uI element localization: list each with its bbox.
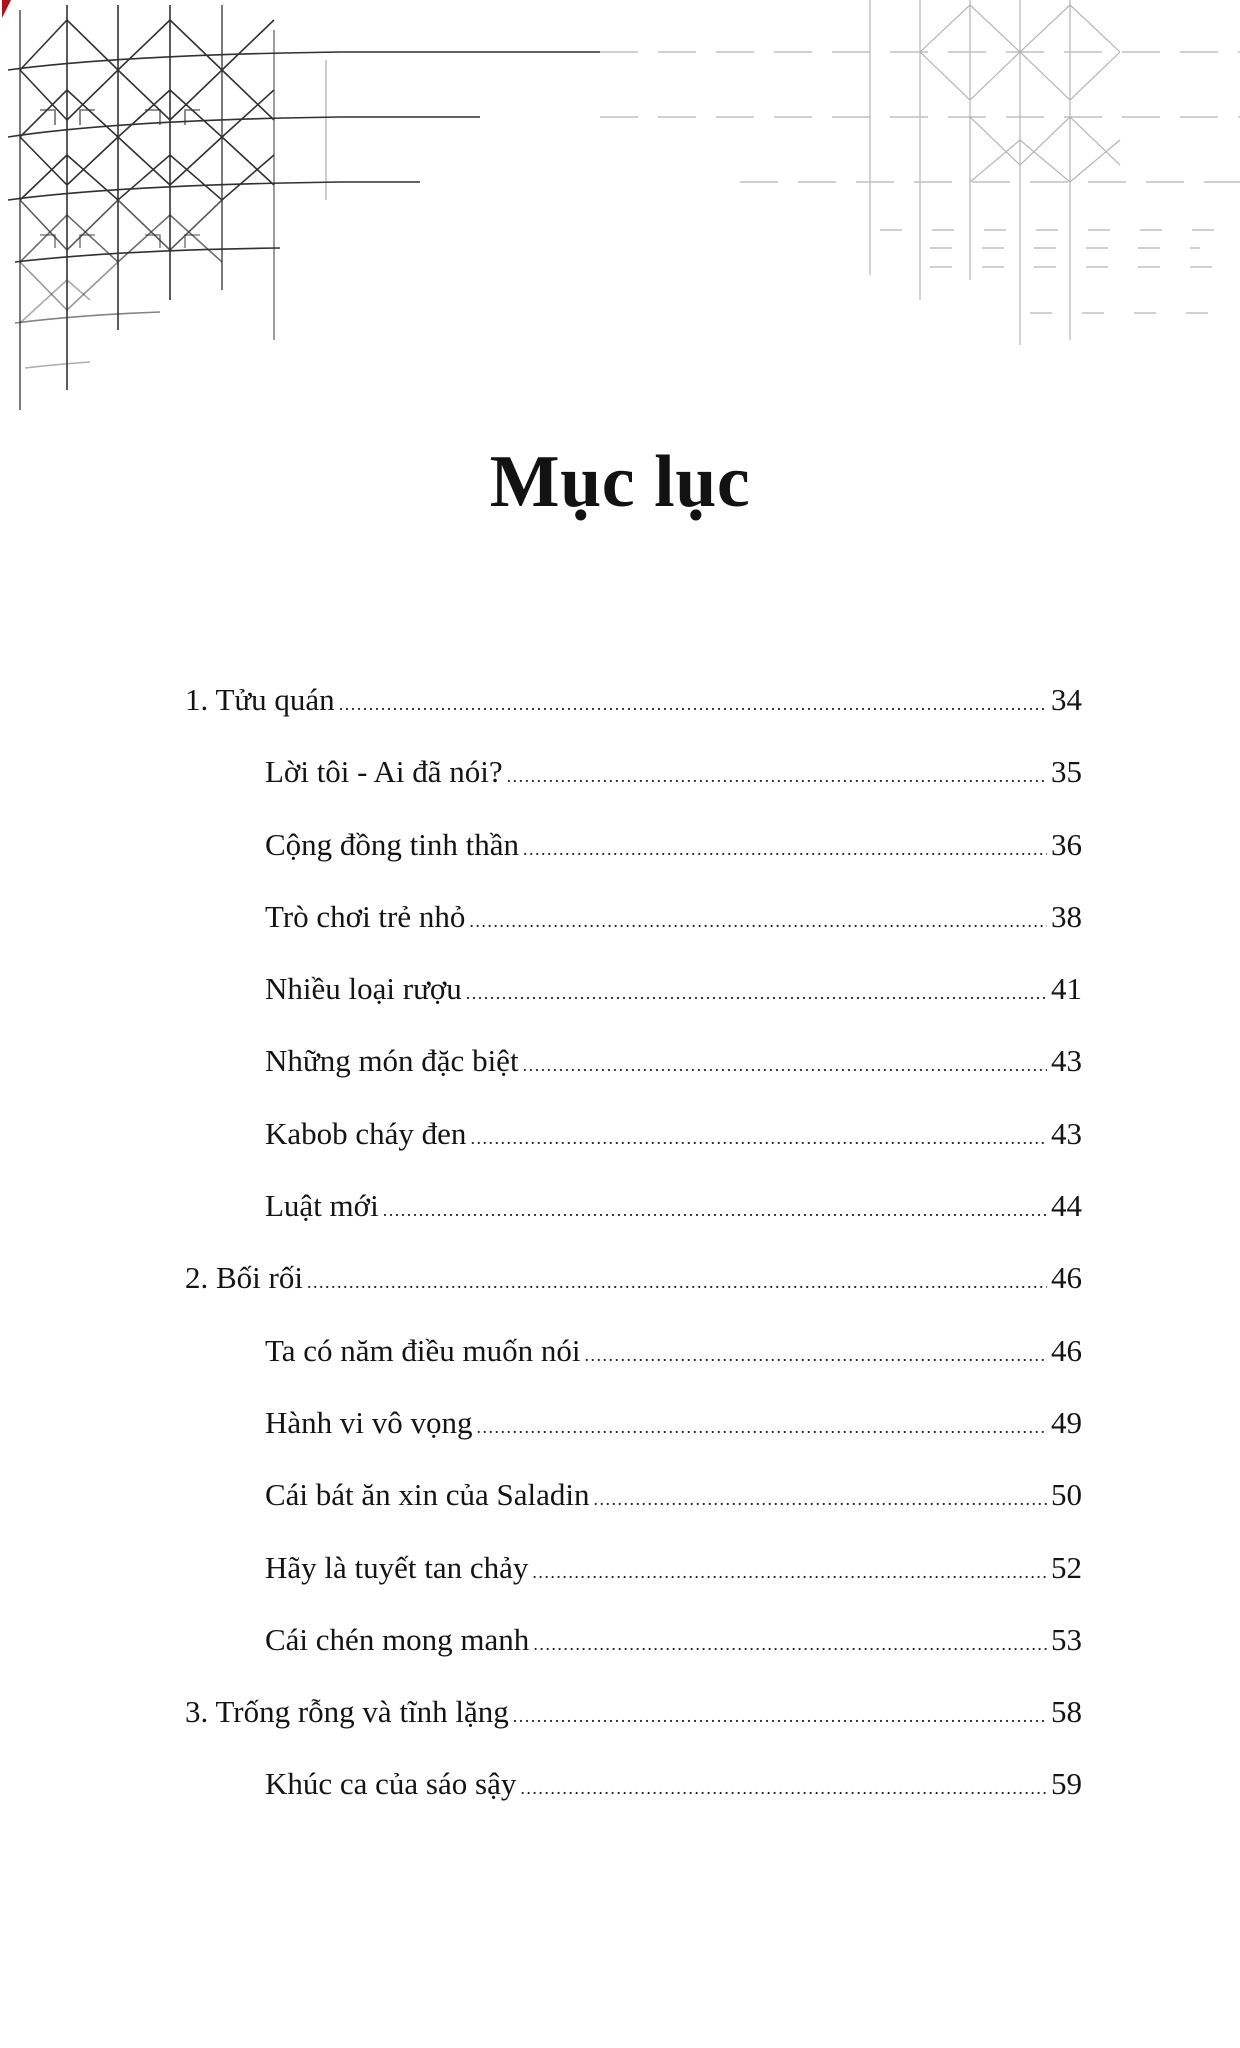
toc-entry[interactable] [185,1110,1082,1182]
toc-entry-page: 41 [1051,971,1082,1007]
toc-entry[interactable] [185,1760,1082,1832]
toc-entry[interactable] [185,1616,1082,1688]
toc-entry[interactable] [185,1471,1082,1543]
toc-entry-label: Hành vi vô vọng [265,1404,473,1440]
dot-leader [532,1548,1047,1596]
toc-entry[interactable] [185,1399,1082,1471]
dot-leader [383,1186,1047,1234]
toc-entry-page: 38 [1051,898,1082,934]
toc-entry-label: Khúc ca của sáo sậy [265,1766,517,1802]
toc-entry[interactable] [185,893,1082,965]
toc-entry-page: 44 [1051,1188,1082,1224]
toc-entry-label: Nhiều loại rượu [265,971,462,1007]
dot-leader [339,680,1047,728]
toc-entry-label: Cái chén mong manh [265,1621,530,1657]
toc-entry-label: Kabob cháy đen [265,1115,467,1151]
toc-entry[interactable] [185,1544,1082,1616]
toc-entry[interactable] [185,1327,1082,1399]
toc-entry-label: Những món đặc biệt [265,1043,519,1079]
toc-entry[interactable] [185,965,1082,1037]
toc-entry-chapter-3[interactable] [185,1688,1082,1760]
toc-entry-label: Trò chơi trẻ nhỏ [265,898,466,934]
dot-leader [307,1258,1047,1306]
toc-entry[interactable] [185,748,1082,820]
toc-entry[interactable] [185,821,1082,893]
toc-entry-label: Ta có năm điều muốn nói [265,1332,581,1368]
dot-leader [523,1041,1047,1089]
toc-entry-page: 36 [1051,826,1082,862]
toc-entry-page: 46 [1051,1332,1082,1368]
dot-leader [469,897,1047,945]
page-title: Mục lục [489,441,751,523]
dot-leader [466,969,1047,1017]
dot-leader [585,1331,1047,1379]
toc-entry-label: Lời tôi - Ai đã nói? [265,754,503,790]
toc-entry-page: 53 [1051,1621,1082,1657]
toc-entry-page: 49 [1051,1404,1082,1440]
toc-entry-page: 34 [1051,682,1082,717]
dot-leader [523,825,1047,873]
toc-entry-page: 50 [1051,1477,1082,1513]
toc-entry-label: Cái bát ăn xin của Saladin [265,1477,590,1513]
toc-entry-label: 1. Tửu quán [185,682,335,717]
toc-entry-page: 43 [1051,1043,1082,1079]
dot-leader [477,1403,1047,1451]
toc-entry-chapter-1[interactable] [185,676,1082,748]
toc-entry-label: Hãy là tuyết tan chảy [265,1549,529,1585]
toc-entry-label: Cộng đồng tinh thần [265,826,520,862]
toc-entry-label: Luật mới [265,1188,379,1224]
toc-entry-page: 59 [1051,1766,1082,1802]
corner-bookmark-mark [2,0,11,18]
toc-entry[interactable] [185,1182,1082,1254]
toc-entry-label: 2. Bối rối [185,1260,303,1296]
dot-leader [470,1114,1047,1162]
dot-leader [533,1620,1047,1668]
dot-leader [513,1692,1047,1740]
toc-entry[interactable] [185,1037,1082,1109]
dot-leader [520,1764,1047,1812]
dot-leader [507,752,1047,800]
toc-entry-page: 43 [1051,1115,1082,1151]
toc-entry-label: 3. Trống rỗng và tĩnh lặng [185,1694,509,1730]
toc-entry-chapter-2[interactable] [185,1254,1082,1326]
toc-entry-page: 35 [1051,754,1082,790]
table-of-contents [185,676,1082,1833]
toc-entry-page: 46 [1051,1260,1082,1296]
dot-leader [594,1475,1047,1523]
toc-entry-page: 58 [1051,1694,1082,1730]
toc-entry-page: 52 [1051,1549,1082,1585]
geometric-lattice-decoration [0,0,1240,420]
